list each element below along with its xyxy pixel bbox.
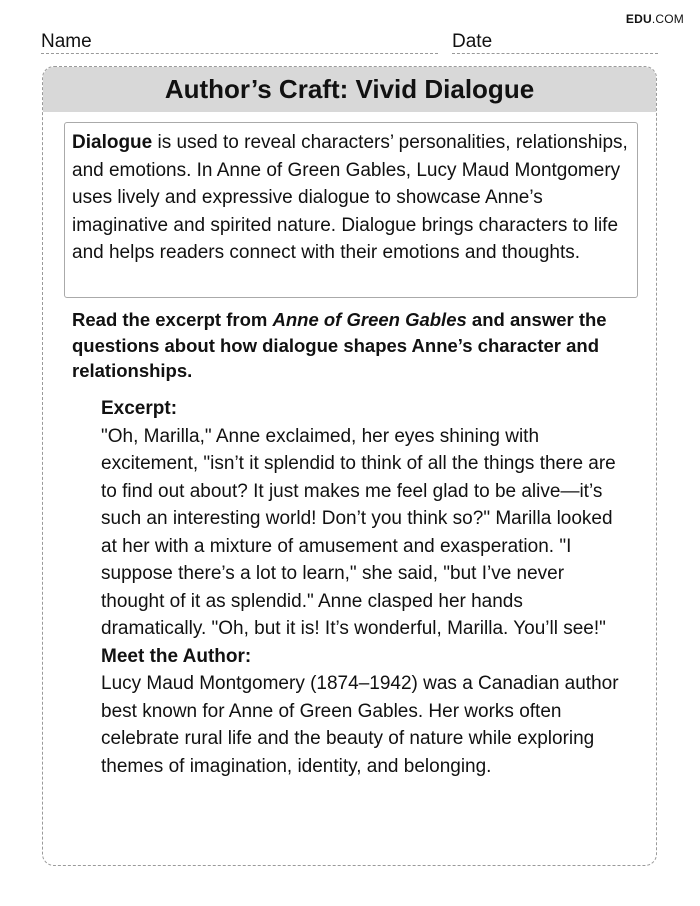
definition-term: Dialogue: [72, 132, 153, 153]
worksheet-title: Author’s Craft: Vivid Dialogue: [43, 67, 656, 112]
instructions: [72, 307, 642, 384]
instructions-book-title: Anne of Green Gables: [272, 309, 467, 330]
worksheet-panel: [42, 66, 657, 866]
name-field[interactable]: [41, 31, 438, 54]
name-date-row: [41, 31, 658, 55]
name-label: Name: [41, 31, 92, 52]
excerpt-text: "Oh, Marilla," Anne exclaimed, her eyes shining with excitement, "isn’t it splendid to think of all the things there are to find out about? It just makes me feel glad to be alive—it’s such an interesting world! Don’t you think so?" Marilla looked at her with a mixture of amusement and exasperation. "I suppose there’s a lot to learn," she said, "but I’ve never thought of it as splendid." Anne clasped her hands dramatically. "Oh, but it is! It’s wonderful, Marilla. You’ll see!": [101, 425, 616, 639]
excerpt-section: [101, 395, 631, 780]
definition-text: is used to reveal characters’ personalities, relationships, and emotions. In Anne of Green Gables, Lucy Maud Montgomery uses lively and expressive dialogue to showcase Anne’s imaginative and spirited nature. Dialogue brings characters to life and helps readers connect with their emotions and thoughts.: [72, 132, 628, 263]
excerpt-heading: Excerpt:: [101, 398, 178, 419]
date-field[interactable]: [452, 31, 658, 54]
brand-logo-edu: EDU: [625, 12, 652, 26]
author-text: Lucy Maud Montgomery (1874–1942) was a Canadian author best known for Anne of Green Gables. Her works often celebrate rural life and the beauty of nature while exploring themes of imagination, identity, and belonging.: [101, 673, 619, 777]
brand-logo: [626, 12, 684, 26]
author-heading: Meet the Author:: [101, 645, 252, 667]
instructions-after: and answer the questions about how dialogue shapes Anne’s character and relationships.: [72, 309, 607, 381]
instructions-before: Read the excerpt from: [72, 309, 273, 330]
definition-box: [64, 122, 638, 298]
brand-logo-com: .COM: [651, 12, 684, 26]
date-label: Date: [452, 31, 493, 52]
